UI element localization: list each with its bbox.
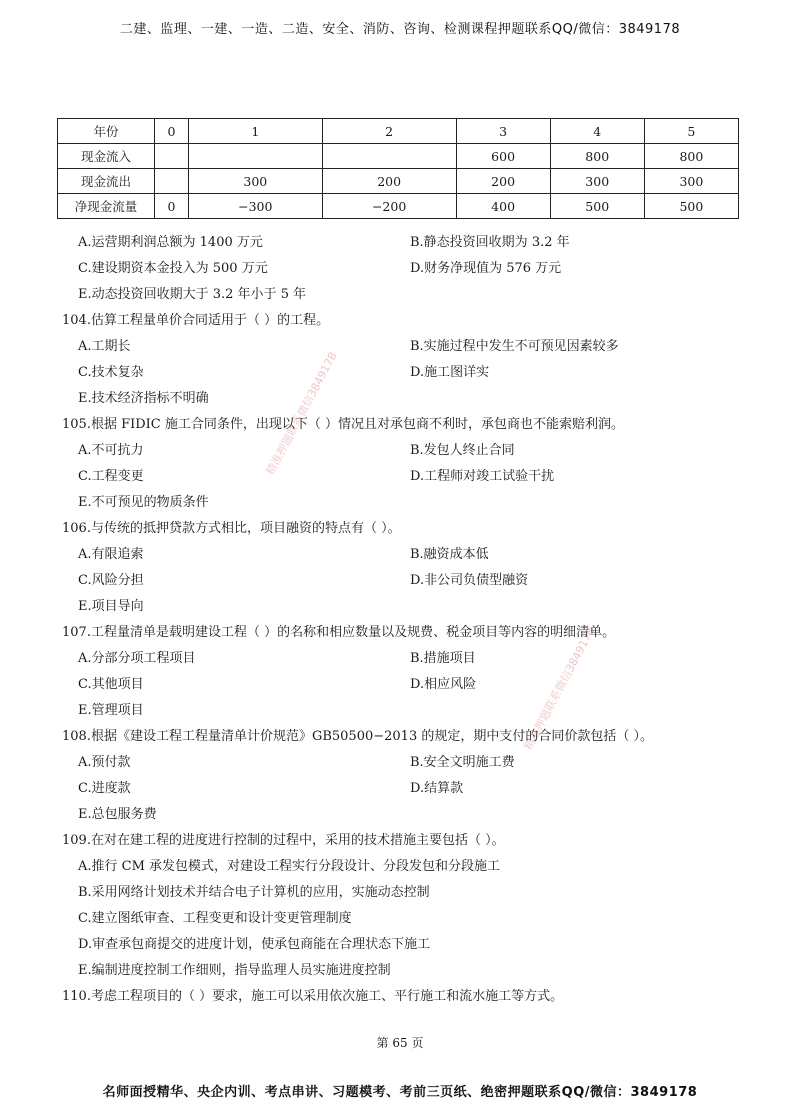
table-cell: 2 [322, 119, 456, 144]
option-row [62, 646, 752, 672]
table-cell: 200 [456, 169, 550, 194]
header-contact-banner: 二建、监理、一建、一造、二造、安全、消防、咨询、检测课程押题联系QQ/微信：3849178 [119, 22, 681, 37]
table-cell [155, 144, 189, 169]
option-c: C.建设期资本金投入为 500 万元 [78, 261, 268, 276]
option-b: B.融资成本低 [410, 547, 489, 562]
watermark-stamp: 精准押题联系微信3849178 [263, 349, 340, 478]
option-row [62, 360, 752, 386]
table-row-year [58, 119, 739, 144]
table-cell: 200 [322, 169, 456, 194]
option-e: E.编制进度控制工作细则，指导监理人员实施进度控制 [78, 963, 391, 978]
option-b: B.实施过程中发生不可预见因素较多 [410, 339, 619, 354]
table-cell: 0 [155, 119, 189, 144]
table-cell: 0 [155, 194, 189, 219]
option-c: C.建立图纸审查、工程变更和设计变更管理制度 [78, 911, 352, 926]
option-a: A.分部分项工程项目 [78, 651, 196, 666]
option-e: E.总包服务费 [78, 807, 157, 822]
table-cell: 800 [644, 144, 738, 169]
option-d: D.相应风险 [410, 677, 477, 692]
question-stem-106: 106.与传统的抵押贷款方式相比，项目融资的特点有（ ）。 [62, 521, 401, 536]
table-cell: 600 [456, 144, 550, 169]
table-row-label: 年份 [58, 119, 155, 144]
table-row-label: 净现金流量 [58, 194, 155, 219]
table-cell: 5 [644, 119, 738, 144]
table-row-net-cash-flow [58, 194, 739, 219]
option-a: A.预付款 [78, 755, 131, 770]
option-row [62, 542, 752, 568]
table-cell: 300 [188, 169, 322, 194]
option-b: B.采用网络计划技术并结合电子计算机的应用，实施动态控制 [78, 885, 430, 900]
option-a: A.不可抗力 [78, 443, 144, 458]
option-b: B.发包人终止合同 [410, 443, 515, 458]
option-d: D.结算款 [410, 781, 464, 796]
option-row [62, 464, 752, 490]
option-row [62, 672, 752, 698]
option-a: A.有限追索 [78, 547, 144, 562]
option-d: D.财务净现值为 576 万元 [410, 261, 562, 276]
option-b: B.静态投资回收期为 3.2 年 [410, 235, 570, 250]
option-d: D.工程师对竣工试验干扰 [410, 469, 555, 484]
question-stem-105: 105.根据 FIDIC 施工合同条件，出现以下（ ）情况且对承包商不利时，承包商也不能索赔利润。 [62, 417, 625, 432]
option-d: D.施工图详实 [410, 365, 490, 380]
option-e: E.动态投资回收期大于 3.2 年小于 5 年 [78, 287, 307, 302]
table-cell: −200 [322, 194, 456, 219]
table-cell: 500 [644, 194, 738, 219]
option-row [62, 568, 752, 594]
table-cell: 400 [456, 194, 550, 219]
option-d: D.审查承包商提交的进度计划，使承包商能在合理状态下施工 [78, 937, 431, 952]
table-cell: 300 [550, 169, 644, 194]
question-stem-109: 109.在对在建工程的进度进行控制的过程中，采用的技术措施主要包括（ ）。 [62, 833, 505, 848]
table-cell: 1 [188, 119, 322, 144]
option-a: A.推行 CM 承发包模式，对建设工程实行分段设计、分段发包和分段施工 [78, 859, 501, 874]
watermark-stamp: 精准押题联系微信3849178 [521, 624, 598, 753]
table-cell [155, 169, 189, 194]
option-e: E.技术经济指标不明确 [78, 391, 209, 406]
option-a: A.运营期利润总额为 1400 万元 [78, 235, 263, 250]
question-stem-108: 108.根据《建设工程工程量清单计价规范》GB50500−2013 的规定，期中支付的合同价款包括（ ）。 [62, 729, 653, 744]
table-cell: 300 [644, 169, 738, 194]
table-cell: 500 [550, 194, 644, 219]
table-cell [188, 144, 322, 169]
table-cell: 3 [456, 119, 550, 144]
table-cell: 4 [550, 119, 644, 144]
option-c: C.风险分担 [78, 573, 144, 588]
table-cell [322, 144, 456, 169]
option-b: B.措施项目 [410, 651, 476, 666]
option-b: B.安全文明施工费 [410, 755, 515, 770]
footer-contact-banner: 名师面授精华、央企内训、考点串讲、习题模考、考前三页纸、绝密押题联系QQ/微信：3849178 [102, 1085, 698, 1100]
option-c: C.其他项目 [78, 677, 144, 692]
option-c: C.进度款 [78, 781, 131, 796]
question-stem-110: 110.考虑工程项目的（ ）要求，施工可以采用依次施工、平行施工和流水施工等方式。 [62, 989, 564, 1004]
table-row-label: 现金流出 [58, 169, 155, 194]
option-e: E.不可预见的物质条件 [78, 495, 209, 510]
option-e: E.管理项目 [78, 703, 144, 718]
option-e: E.项目导向 [78, 599, 144, 614]
option-row [62, 438, 752, 464]
option-row [62, 334, 752, 360]
option-c: C.技术复杂 [78, 365, 144, 380]
question-list [62, 230, 752, 1010]
option-row [62, 750, 752, 776]
table-row-label: 现金流入 [58, 144, 155, 169]
option-c: C.工程变更 [78, 469, 144, 484]
table-cell: 800 [550, 144, 644, 169]
option-a: A.工期长 [78, 339, 131, 354]
table-row-cash-inflow [58, 144, 739, 169]
page-number: 第 65 页 [376, 1036, 424, 1050]
option-row [62, 256, 752, 282]
option-row [62, 776, 752, 802]
option-d: D.非公司负债型融资 [410, 573, 529, 588]
question-stem-107: 107.工程量清单是载明建设工程（ ）的名称和相应数量以及规费、税金项目等内容的明细清单。 [62, 625, 616, 640]
table-cell: −300 [188, 194, 322, 219]
cash-flow-table [57, 118, 739, 219]
table-row-cash-outflow [58, 169, 739, 194]
question-stem-104: 104.估算工程量单价合同适用于（ ）的工程。 [62, 313, 330, 328]
option-row [62, 230, 752, 256]
